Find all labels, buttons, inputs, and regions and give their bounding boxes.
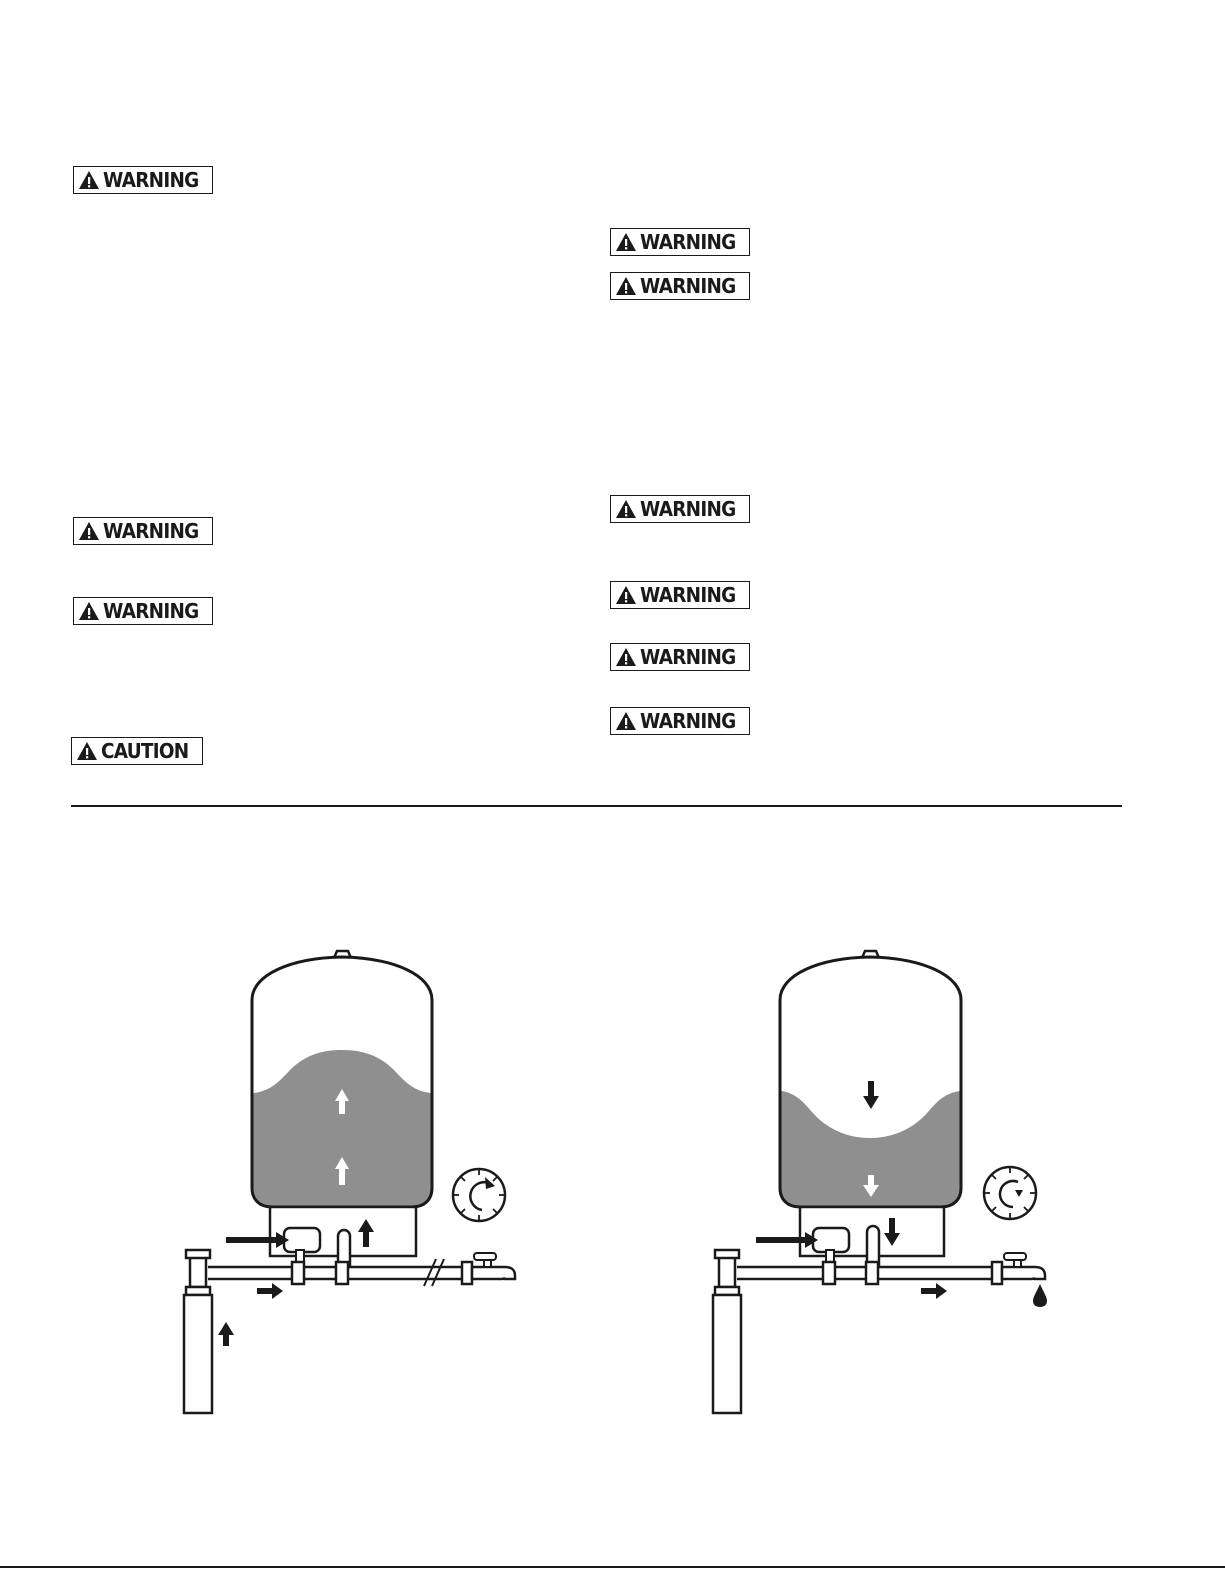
tank-filling xyxy=(184,951,515,1413)
warning-triangle-icon xyxy=(615,647,637,667)
warning-label xyxy=(610,643,750,671)
flow-arrow-right xyxy=(257,1283,283,1299)
caution-label xyxy=(71,737,203,765)
pressure-gauge-icon xyxy=(984,1167,1036,1219)
warning-label xyxy=(610,272,750,300)
warning-text: WARNING xyxy=(103,599,199,623)
flow-arrow-right xyxy=(226,1232,289,1248)
warning-triangle-icon xyxy=(615,585,637,605)
water-drop-icon xyxy=(1033,1284,1047,1307)
warning-label xyxy=(610,495,750,523)
warning-triangle-icon xyxy=(615,232,637,252)
warning-text: WARNING xyxy=(640,274,736,298)
faucet-icon xyxy=(1002,1253,1045,1279)
pressure-switch xyxy=(813,1228,849,1252)
page-footer-rule xyxy=(0,1566,1225,1568)
faucet-icon xyxy=(472,1253,515,1279)
warning-text: WARNING xyxy=(640,645,736,669)
pressure-gauge-icon xyxy=(453,1169,505,1221)
warning-text: WARNING xyxy=(640,709,736,733)
warning-triangle-icon xyxy=(78,521,100,541)
flow-arrow-right xyxy=(921,1283,947,1299)
warning-triangle-icon xyxy=(615,276,637,296)
warning-label xyxy=(73,517,213,545)
warning-text: WARNING xyxy=(640,230,736,254)
tank-draining xyxy=(713,951,1047,1413)
water-falling-arrow xyxy=(863,1081,879,1109)
warning-text: WARNING xyxy=(640,497,736,521)
section-divider xyxy=(71,805,1122,807)
warning-triangle-icon xyxy=(78,601,100,621)
caution-text: CAUTION xyxy=(101,739,189,763)
warning-label xyxy=(610,707,750,735)
warning-text: WARNING xyxy=(103,168,199,192)
warning-triangle-icon xyxy=(76,741,98,761)
warning-triangle-icon xyxy=(615,499,637,519)
warning-label xyxy=(610,228,750,256)
warning-triangle-icon xyxy=(615,711,637,731)
pressure-switch xyxy=(284,1228,320,1252)
warning-text: WARNING xyxy=(103,519,199,543)
warning-label xyxy=(73,597,213,625)
pressure-tank-diagram xyxy=(0,930,1225,1440)
warning-triangle-icon xyxy=(78,170,100,190)
flow-arrow-right xyxy=(756,1232,818,1248)
flow-arrow-up xyxy=(218,1322,234,1346)
warning-label xyxy=(73,166,213,194)
warning-text: WARNING xyxy=(640,583,736,607)
tank-water xyxy=(240,1050,444,1215)
warning-label xyxy=(610,581,750,609)
